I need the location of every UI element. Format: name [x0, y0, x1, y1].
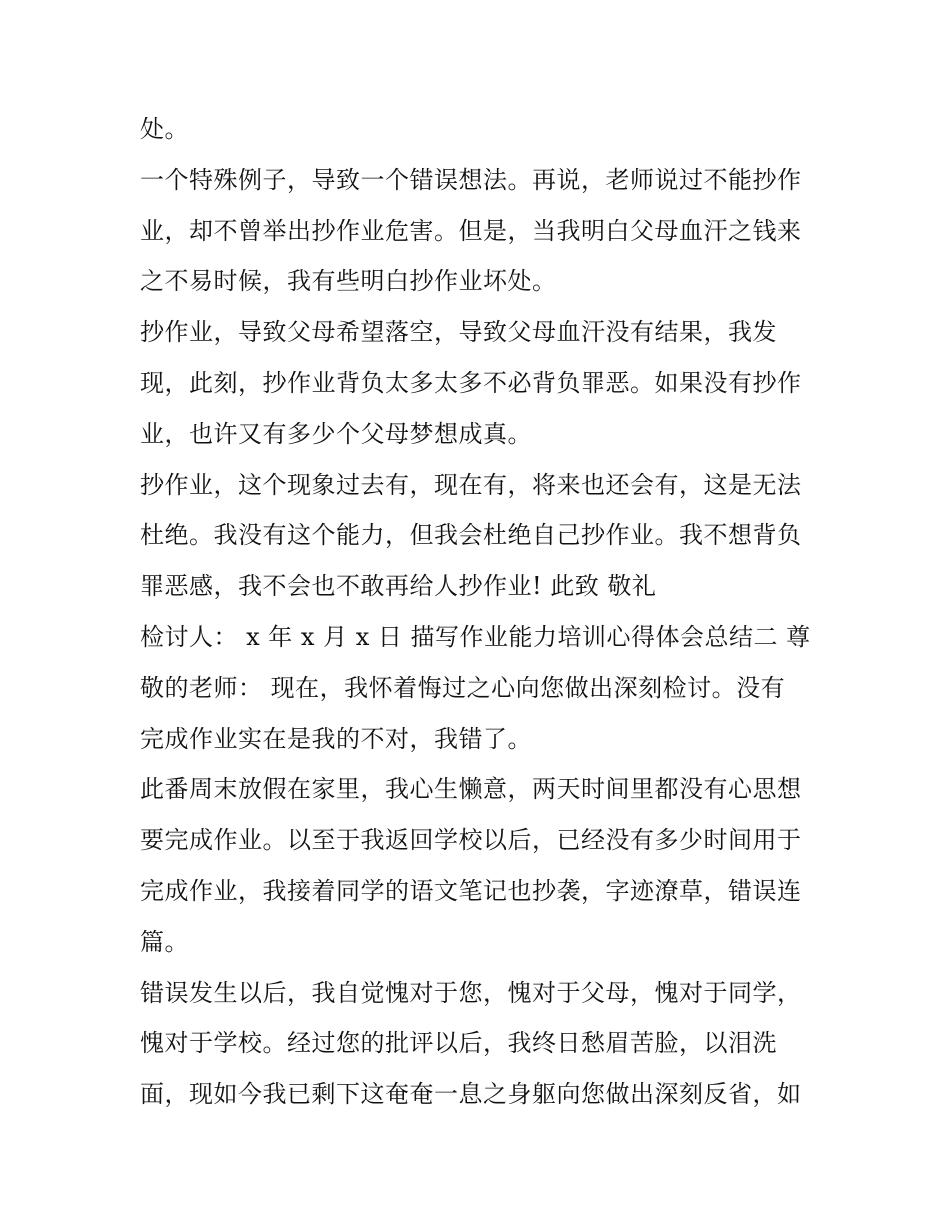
text-line: 抄作业，导致父母希望落空，导致父母血汗没有结果，我发 [140, 318, 777, 347]
text-line: 完成作业实在是我的不对，我错了。 [140, 724, 532, 753]
text-line: 处。 [140, 115, 189, 143]
document-body [140, 104, 820, 1120]
text-line: 愧对于学校。经过您的批评以后，我终日愁眉苦脸，以泪洗 [140, 1029, 777, 1058]
text-line: 要完成作业。以至于我返回学校以后，已经没有多少时间用于 [140, 826, 802, 855]
text-line: 面，现如今我已剩下这奄奄一息之身躯向您做出深刻反省，如 [140, 1080, 802, 1109]
text-line: 杜绝。我没有这个能力，但我会杜绝自己抄作业。我不想背负 [140, 521, 802, 550]
text-line: 此番周末放假在家里，我心生懒意，两天时间里都没有心思想 [140, 775, 802, 804]
text-line: 之不易时候，我有些明白抄作业坏处。 [140, 267, 557, 296]
text-line: 业，却不曾举出抄作业危害。但是，当我明白父母血汗之钱来 [140, 216, 802, 245]
text-line: 抄作业，这个现象过去有，现在有，将来也还会有，这是无法 [140, 470, 802, 499]
text-line: 罪恶感，我不会也不敢再给人抄作业! 此致 敬礼 [140, 572, 657, 601]
text-line: 业，也许又有多少个父母梦想成真。 [140, 419, 532, 448]
text-line: 一个特殊例子，导致一个错误想法。再说，老师说过不能抄作 [140, 165, 802, 194]
text-line: 现，此刻，抄作业背负太多太多不必背负罪恶。如果没有抄作 [140, 368, 802, 397]
text-line: 完成作业，我接着同学的语文笔记也抄袭，字迹潦草，错误连 [140, 876, 802, 905]
text-line: 检讨人： x 年 x 月 x 日 描写作业能力培训心得体会总结二 尊 [140, 622, 811, 651]
text-line: 篇。 [140, 927, 189, 956]
text-line: 错误发生以后，我自觉愧对于您，愧对于父母，愧对于同学， [140, 978, 802, 1007]
text-line: 敬的老师： 现在，我怀着悔过之心向您做出深刻检讨。没有 [140, 673, 786, 702]
